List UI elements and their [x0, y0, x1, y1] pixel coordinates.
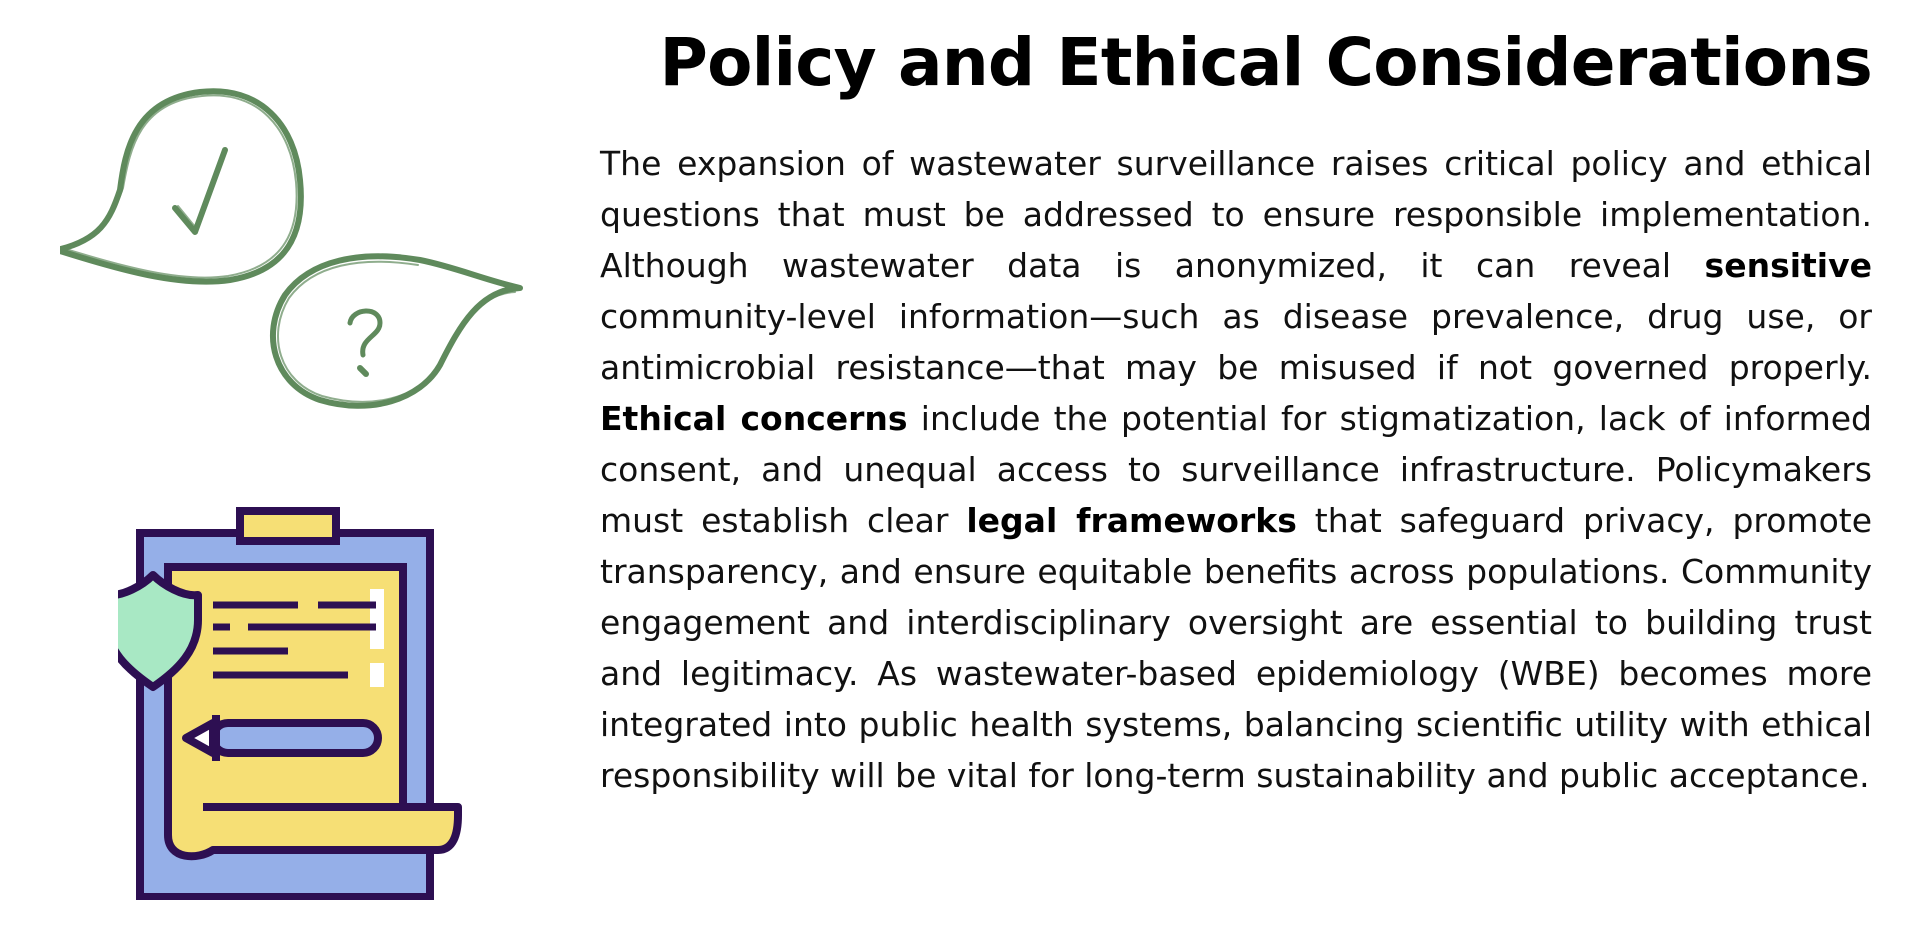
- clipboard-shield-pen-icon: [118, 505, 473, 900]
- body-paragraph: [600, 138, 1872, 801]
- body-text-segment: include the potential for stigmatization, lack of informed consent, and unequal access to surveillance infrastructure. Policymakers must establish clear: [600, 399, 1872, 540]
- emphasis-sensitive: sensitive: [1704, 246, 1872, 285]
- slide-title: Policy and Ethical Considerations: [659, 24, 1872, 101]
- speech-bubbles-check-question-icon: [60, 80, 530, 420]
- body-text-segment: community-level information—such as disease prevalence, drug use, or antimicrobial resistance—that may be misused if not governed properly.: [600, 297, 1872, 387]
- body-text-segment: The expansion of wastewater surveillance raises critical policy and ethical questions that must be addressed to ensure responsible implementation. Although wastewater data is anonymized, it can reveal: [600, 144, 1872, 285]
- illustration-column: [0, 0, 560, 940]
- body-text-segment: that safeguard privacy, promote transparency, and ensure equitable benefits across populations. Community engagement and interdisciplinary oversight are essential to building trust and legitimacy. As wastewater-based epidemiology (WBE) becomes more integrated into public health systems, balancing scientific utility with ethical responsibility will be vital for long-term sustainability and public acceptance.: [600, 501, 1872, 795]
- emphasis-legal-frameworks: legal frameworks: [966, 501, 1297, 540]
- emphasis-ethical-concerns: Ethical concerns: [600, 399, 908, 438]
